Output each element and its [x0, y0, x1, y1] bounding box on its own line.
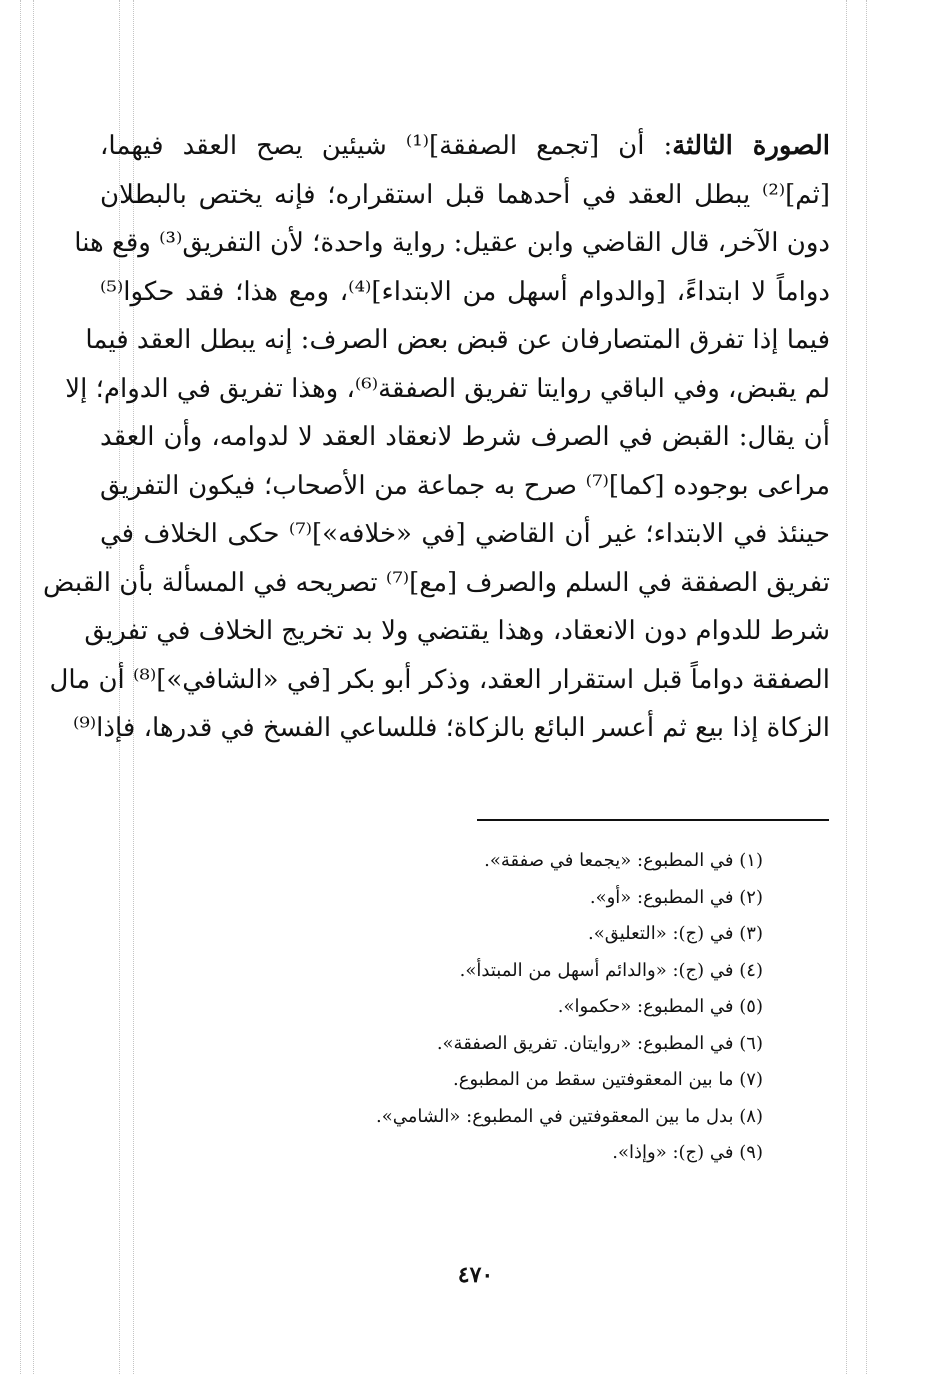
- footnote-number: (٨): [739, 1105, 763, 1127]
- footnote-number: (٢): [739, 886, 763, 908]
- footnote-4: [243, 953, 763, 990]
- text-line-2: [ثم]⁽²⁾ يبطل العقد في أحدهما قبل استقراره؛ فإنه يختص بالبطلان: [100, 179, 830, 210]
- footnote-text: في (ج): «وإذا».: [612, 1142, 734, 1163]
- text-line-content: : أن [تجمع الصفقة]⁽¹⁾ شيئين يصح العقد فيهما،: [100, 131, 673, 161]
- footnote-number: (٧): [739, 1069, 763, 1090]
- section-heading: الصورة الثالثة: [672, 131, 831, 161]
- footnote-8: [243, 1099, 763, 1136]
- footnote-number: (٣): [739, 923, 763, 944]
- footnote-text: في المطبوع: «حكموا».: [557, 996, 734, 1017]
- footnote-number: (٤): [739, 959, 763, 981]
- footnote-number: (٩): [739, 1142, 763, 1163]
- text-line-13: الزكاة إذا بيع ثم أعسر البائع بالزكاة؛ فللساعي الفسخ في قدرها، فإذا⁽⁹⁾: [72, 713, 830, 743]
- footnote-1: [243, 843, 763, 880]
- footnote-text: في (ج): «والدائم أسهل من المبتدأ».: [459, 959, 734, 981]
- footnote-2: [243, 880, 763, 917]
- text-line-9: حينئذ في الابتداء؛ غير أن القاضي [في «خلافه»]⁽⁷⁾ حكى الخلاف في: [100, 519, 830, 549]
- scan-dotted-line: [846, 0, 847, 1374]
- text-line-8: مراعى بوجوده [كما]⁽⁷⁾ صرح به جماعة من الأصحاب؛ فيكون التفريق: [100, 470, 830, 501]
- footnotes: [243, 843, 763, 1172]
- footnote-3: [243, 916, 763, 953]
- main-text: [43, 122, 831, 753]
- text-line-3: دون الآخر، قال القاضي وابن عقيل: رواية واحدة؛ لأن التفريق⁽³⁾ وقع هنا: [74, 228, 830, 258]
- footnote-text: في المطبوع: «أو».: [589, 886, 734, 908]
- text-line-1: [100, 122, 830, 171]
- footnote-7: [243, 1062, 763, 1099]
- text-line-4: دواماً لا ابتداءً، [والدوام أسهل من الابتداء]⁽⁴⁾، ومع هذا؛ فقد حكوا⁽⁵⁾: [100, 276, 830, 307]
- footnote-text: في المطبوع: «روايتان. تفريق الصفقة».: [436, 1032, 734, 1054]
- text-line-7: أن يقال: القبض في الصرف شرط لانعقاد العقد لا لدوامه، وأن العقد: [100, 422, 830, 452]
- scan-dotted-line: [866, 0, 867, 1374]
- footnote-text: ما بين المعقوفتين سقط من المطبوع.: [453, 1069, 734, 1090]
- footnote-number: (٥): [739, 996, 763, 1017]
- page-number: ٤٧٠: [457, 1262, 494, 1288]
- text-line-11: شرط للدوام دون الانعقاد، وهذا يقتضي ولا بد تخريج الخلاف في تفريق: [84, 616, 830, 646]
- footnote-6: [243, 1026, 763, 1063]
- footnote-text: بدل ما بين المعقوفتين في المطبوع: «الشامي».: [376, 1105, 734, 1127]
- text-line-10: تفريق الصفقة في السلم والصرف [مع]⁽⁷⁾ تصريحه في المسألة بأن القبض: [43, 567, 830, 598]
- footnote-text: في (ج): «التعليق».: [588, 923, 734, 944]
- footnote-text: في المطبوع: «يجمعا في صفقة».: [484, 850, 734, 871]
- footnote-number: (٦): [739, 1032, 763, 1054]
- footnote-5: [243, 989, 763, 1026]
- footnote-9: [243, 1135, 763, 1172]
- scan-dotted-line: [20, 0, 21, 1374]
- scan-dotted-line: [33, 0, 34, 1374]
- footnote-number: (١): [739, 850, 763, 871]
- text-line-5: فيما إذا تفرق المتصارفان عن قبض بعض الصرف: إنه يبطل العقد فيما: [85, 325, 830, 355]
- text-line-12: الصفقة دواماً قبل استقرار العقد، وذكر أبو بكر [في «الشافي»]⁽⁸⁾ أن مال: [49, 664, 830, 695]
- text-line-6: لم يقبض، وفي الباقي روايتا تفريق الصفقة⁽⁶⁾، وهذا تفريق في الدوام؛ إلا: [65, 373, 830, 404]
- footnote-separator: [477, 819, 829, 821]
